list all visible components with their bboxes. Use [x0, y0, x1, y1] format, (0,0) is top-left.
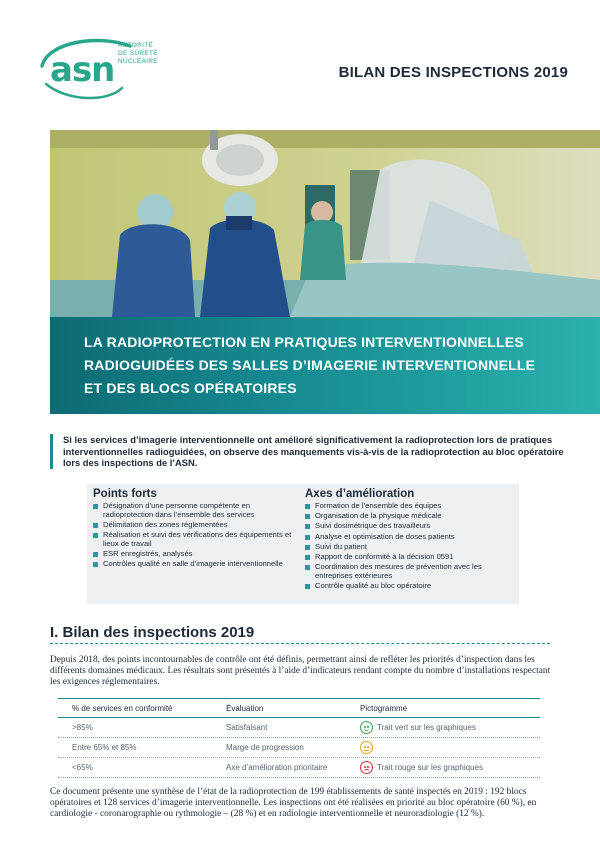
banner-title-line: RADIOGUIDÉES DES SALLES D’IMAGERIE INTERVENTIONNELLE — [84, 357, 536, 373]
table-cell-range: <65% — [72, 763, 93, 772]
section-divider — [50, 643, 550, 644]
compliance-table — [58, 698, 540, 778]
logo-subtitle-line: DE SÛRETÉ — [118, 50, 158, 57]
list-item: Contrôles qualité en salle d’imagerie interventionnelle — [93, 560, 293, 569]
table-row — [58, 718, 540, 738]
table-row — [58, 738, 540, 758]
section-paragraph: Depuis 2018, des points incontournables de contrôle ont été définis, permettant ainsi de refléter les priorités d’inspection dans les différents domaines médicaux. Les résultats sont présentés à l’aide d’indicateurs rendant compte du nombre d’installations respectant les exigences réglementaires. — [50, 655, 551, 687]
logo-subtitle-line: AUTORITÉ — [118, 42, 154, 49]
banner-title-line: LA RADIOPROTECTION EN PRATIQUES INTERVENTIONNELLES — [84, 334, 524, 350]
table-cell-range: >85% — [72, 723, 93, 732]
table-header-row — [58, 698, 540, 718]
table-header-cell: % de services en conformité — [72, 704, 173, 713]
pictogram-note: Trait vert sur les graphiques — [377, 723, 476, 732]
section-title: I. Bilan des inspections 2019 — [50, 624, 255, 641]
list-item: Désignation d’une personne compétente en radioprotection dans l’ensemble des services — [93, 502, 293, 519]
strengths-title: Points forts — [93, 488, 157, 500]
logo-subtitle-line: NUCLÉAIRE — [118, 58, 158, 65]
banner-title-line: ET DES BLOCS OPÉRATOIRES — [84, 380, 297, 396]
smiley-sad-icon — [360, 761, 373, 774]
table-row — [58, 758, 540, 778]
list-item: Organisation de la physique médicale — [305, 512, 515, 521]
list-item: Délimitation des zones réglementées — [93, 521, 293, 530]
logo-wordmark: asn — [50, 50, 115, 90]
list-item: Analyse et optimisation de doses patients — [305, 533, 515, 542]
smiley-neutral-icon — [360, 741, 373, 754]
table-cell-evaluation: Satisfaisant — [226, 723, 268, 732]
improvements-title: Axes d’amélioration — [305, 488, 415, 500]
section-paragraph: Ce document présente une synthèse de l’état de la radioprotection de 199 établissements de santé inspectés en 2019 : 192 blocs opératoires et 128 services d’imagerie interventionnelle. Les inspections ont été réalisées en priorité au bloc opératoire (60 %), en cardiologie - coronarographie ou rythmologie – (28 %) et en radiologie interventionnelle et neuroradiologie (12 %). — [50, 787, 537, 819]
list-item: Rapport de conformité à la décision 0591 — [305, 553, 515, 562]
table-cell-evaluation: Axe d’amélioration prioritaire — [226, 763, 328, 772]
list-item: Coordination des mesures de prévention avec les entreprises extérieures — [305, 563, 515, 580]
table-header-cell: Évaluation — [226, 704, 264, 713]
logo-subtitle — [118, 42, 158, 66]
list-item: ESR enregistrés, analysés — [93, 550, 293, 559]
table-cell-pictogram — [360, 741, 377, 754]
report-title: BILAN DES INSPECTIONS 2019 — [338, 64, 568, 81]
points-summary-box — [87, 484, 519, 604]
pictogram-note: Trait rouge sur les graphiques — [377, 763, 483, 772]
asn-logo — [38, 36, 178, 106]
smiley-happy-icon — [360, 721, 373, 734]
table-cell-evaluation: Marge de progression — [226, 743, 304, 752]
table-cell-pictogram — [360, 721, 476, 734]
table-header-cell: Pictogramme — [360, 704, 408, 713]
list-item: Contrôle qualité au bloc opératoire — [305, 582, 515, 591]
title-banner — [50, 317, 600, 414]
strengths-column — [93, 488, 293, 570]
list-item: Réalisation et suivi des vérifications des équipements et lieux de travail — [93, 531, 293, 548]
table-cell-range: Entre 65% et 85% — [72, 743, 137, 752]
list-item: Suivi dosimétrique des travailleurs — [305, 522, 515, 531]
improvements-column — [305, 488, 515, 592]
table-cell-pictogram — [360, 761, 483, 774]
intro-summary: Si les services d’imagerie interventionnelle ont amélioré significativement la radioprotection lors de pratiques interventionnelles radioguidées, on observe des manquements vis-à-vis de la radioprotection au bloc opératoire lors des inspections de l’ASN. — [50, 434, 570, 469]
operating-room-photo — [50, 130, 600, 317]
list-item: Formation de l’ensemble des équipes — [305, 502, 515, 511]
list-item: Suivi du patient — [305, 543, 515, 552]
